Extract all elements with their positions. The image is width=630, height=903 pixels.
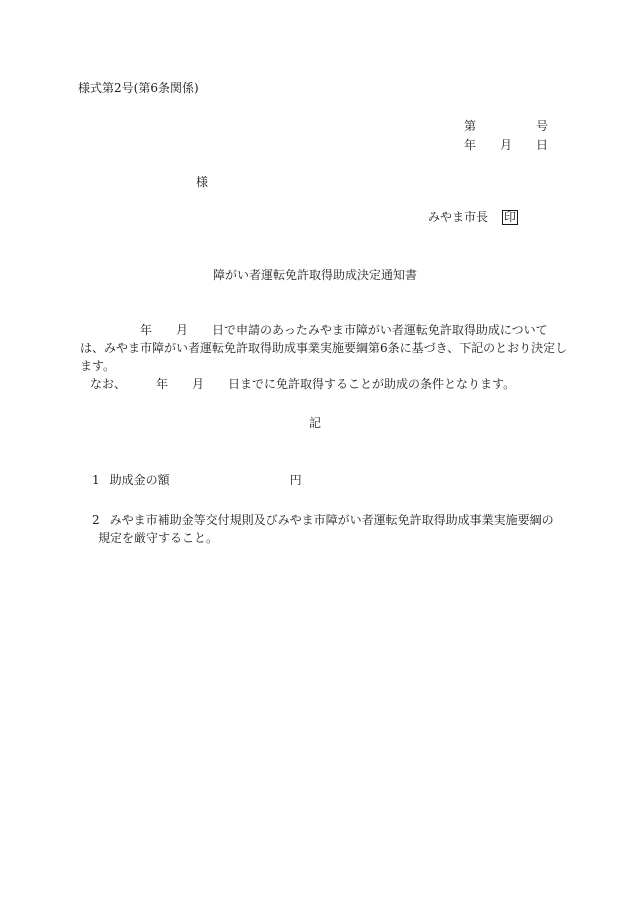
item-1-unit: 円	[289, 473, 302, 487]
form-label: 様式第2号(第6条関係)	[78, 81, 199, 95]
item-1-number: 1	[92, 473, 100, 487]
sender-name: みやま市長	[428, 210, 489, 224]
body-line-4	[80, 375, 550, 393]
date-year: 年	[464, 138, 477, 152]
body-paragraph	[80, 321, 568, 393]
doc-number-prefix: 第	[464, 119, 477, 133]
list-item-2	[92, 511, 562, 547]
condition-month: 月	[192, 377, 205, 391]
condition-rest: 日までに免許取得することが助成の条件となります。	[228, 377, 516, 391]
item-2-text-2: 規定を厳守すること。	[98, 531, 219, 545]
document-title: 障がい者運転免許取得助成決定通知書	[212, 268, 417, 282]
condition-year: 年	[156, 377, 169, 391]
doc-number-suffix: 号	[536, 119, 549, 133]
ki-marker: 記	[308, 416, 321, 430]
body-line-3: ます。	[80, 359, 116, 373]
date-month: 月	[500, 138, 513, 152]
date-day: 日	[536, 138, 549, 152]
body-line-1	[80, 321, 550, 339]
list-item-1	[92, 472, 302, 488]
seal-mark: 印	[504, 210, 517, 224]
body-year: 年	[140, 323, 153, 337]
body-month: 月	[176, 323, 189, 337]
body-line-2: は、みやま市障がい者運転免許取得助成事業実施要綱第6条に基づき、下記のとおり決定し	[80, 341, 568, 355]
item-1-label: 助成金の額	[109, 473, 170, 487]
recipient-honorific: 様	[196, 175, 209, 189]
item-2-line-2	[92, 529, 562, 547]
item-2-number: 2	[92, 513, 100, 527]
body-line-1-rest: 日で申請のあったみやま市障がい者運転免許取得助成について	[212, 323, 548, 337]
item-2-text-1: みやま市補助金等交付規則及びみやま市障がい者運転免許取得助成事業実施要綱の	[109, 513, 554, 527]
condition-intro: なお、	[90, 377, 127, 391]
sender	[428, 209, 518, 225]
item-2-line-1	[92, 511, 562, 529]
